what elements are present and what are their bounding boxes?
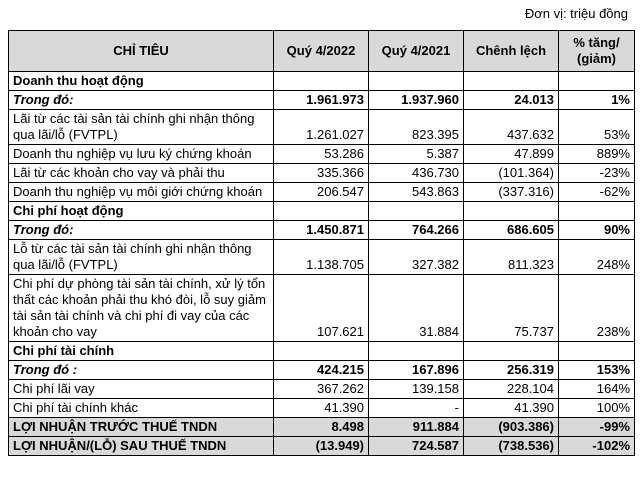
row-label: LỢI NHUẬN/(LỖ) SAU THUẾ TNDN — [9, 437, 274, 456]
row-value: -23% — [559, 164, 635, 183]
row-value: 437.632 — [464, 110, 559, 145]
row-label: Lãi từ các khoản cho vay và phải thu — [9, 164, 274, 183]
row-value: 424.215 — [274, 361, 369, 380]
row-value: (903.386) — [464, 418, 559, 437]
row-value: 543.863 — [369, 183, 464, 202]
row-label: Chi phí tài chính khác — [9, 399, 274, 418]
row-value: 256.319 — [464, 361, 559, 380]
table-row — [9, 164, 635, 183]
row-value — [464, 72, 559, 91]
row-label: Chi phí lãi vay — [9, 380, 274, 399]
unit-label: Đơn vị: triệu đồng — [524, 6, 628, 21]
row-value: 8.498 — [274, 418, 369, 437]
row-value — [369, 72, 464, 91]
header-percent-change: % tăng/ (giảm) — [559, 31, 635, 72]
table-row — [9, 380, 635, 399]
row-label: Chi phí dự phòng tài sản tài chính, xử lý tổn thất các khoản phải thu khó đòi, lỗ suy giảm tài sản tài chính và chi phí đi vay của các khoản cho vay — [9, 275, 274, 342]
row-value: 47.899 — [464, 145, 559, 164]
row-value: -102% — [559, 437, 635, 456]
table-row — [9, 145, 635, 164]
header-q4-2022: Quý 4/2022 — [274, 31, 369, 72]
row-value: 1.138.705 — [274, 240, 369, 275]
row-value: 228.104 — [464, 380, 559, 399]
header-difference: Chênh lệch — [464, 31, 559, 72]
row-value: 686.605 — [464, 221, 559, 240]
row-label: Chi phí tài chính — [9, 342, 274, 361]
row-value: 367.262 — [274, 380, 369, 399]
row-value: 153% — [559, 361, 635, 380]
row-value: 335.366 — [274, 164, 369, 183]
row-value: 327.382 — [369, 240, 464, 275]
row-value: (13.949) — [274, 437, 369, 456]
row-label: Trong đó : — [9, 361, 274, 380]
row-value: 53% — [559, 110, 635, 145]
row-value: 41.390 — [274, 399, 369, 418]
row-value — [274, 202, 369, 221]
row-value: 823.395 — [369, 110, 464, 145]
table-row — [9, 110, 635, 145]
header-indicator: CHỈ TIÊU — [9, 31, 274, 72]
row-value: 436.730 — [369, 164, 464, 183]
row-value: 248% — [559, 240, 635, 275]
row-label: Doanh thu nghiệp vụ lưu ký chứng khoán — [9, 145, 274, 164]
table-row — [9, 183, 635, 202]
row-value: 1.961.973 — [274, 91, 369, 110]
row-value: 139.158 — [369, 380, 464, 399]
row-value: 107.621 — [274, 275, 369, 342]
table-row — [9, 437, 635, 456]
row-value: - — [369, 399, 464, 418]
row-value — [369, 202, 464, 221]
row-value: 1.450.871 — [274, 221, 369, 240]
row-value: 41.390 — [464, 399, 559, 418]
row-value — [274, 342, 369, 361]
row-value: 811.323 — [464, 240, 559, 275]
row-label: Doanh thu nghiệp vụ môi giới chứng khoán — [9, 183, 274, 202]
row-value: 53.286 — [274, 145, 369, 164]
row-value — [559, 202, 635, 221]
row-value: 164% — [559, 380, 635, 399]
table-row — [9, 399, 635, 418]
table-row — [9, 91, 635, 110]
row-value — [559, 342, 635, 361]
table-row — [9, 72, 635, 91]
table-row — [9, 418, 635, 437]
table-header-row — [9, 31, 635, 72]
row-value: 724.587 — [369, 437, 464, 456]
row-value — [369, 342, 464, 361]
row-value: 90% — [559, 221, 635, 240]
row-value: 100% — [559, 399, 635, 418]
row-value: 206.547 — [274, 183, 369, 202]
row-label: Doanh thu hoạt động — [9, 72, 274, 91]
table-row — [9, 342, 635, 361]
row-value: 1% — [559, 91, 635, 110]
row-value: 75.737 — [464, 275, 559, 342]
row-value: 238% — [559, 275, 635, 342]
row-label: Trong đó: — [9, 91, 274, 110]
table-row — [9, 240, 635, 275]
header-q4-2021: Quý 4/2021 — [369, 31, 464, 72]
table-row — [9, 202, 635, 221]
row-value — [464, 202, 559, 221]
row-value — [274, 72, 369, 91]
row-value: 24.013 — [464, 91, 559, 110]
row-value: (738.536) — [464, 437, 559, 456]
row-label: Trong đó: — [9, 221, 274, 240]
table-row — [9, 275, 635, 342]
row-value: 889% — [559, 145, 635, 164]
row-value: (337.316) — [464, 183, 559, 202]
financial-table — [8, 30, 635, 456]
row-value: 5.387 — [369, 145, 464, 164]
row-label: Lãi từ các tài sản tài chính ghi nhận thông qua lãi/lỗ (FVTPL) — [9, 110, 274, 145]
row-value: 764.266 — [369, 221, 464, 240]
row-value: -99% — [559, 418, 635, 437]
row-value — [559, 72, 635, 91]
table-row — [9, 361, 635, 380]
row-label: Lỗ từ các tài sản tài chính ghi nhận thông qua lãi/lỗ (FVTPL) — [9, 240, 274, 275]
row-value: 911.884 — [369, 418, 464, 437]
row-value: (101.364) — [464, 164, 559, 183]
row-label: Chi phí hoạt động — [9, 202, 274, 221]
row-label: LỢI NHUẬN TRƯỚC THUẾ TNDN — [9, 418, 274, 437]
row-value: 1.937.960 — [369, 91, 464, 110]
row-value: 167.896 — [369, 361, 464, 380]
row-value: 1.261.027 — [274, 110, 369, 145]
row-value — [464, 342, 559, 361]
row-value: 31.884 — [369, 275, 464, 342]
row-value: -62% — [559, 183, 635, 202]
table-row — [9, 221, 635, 240]
